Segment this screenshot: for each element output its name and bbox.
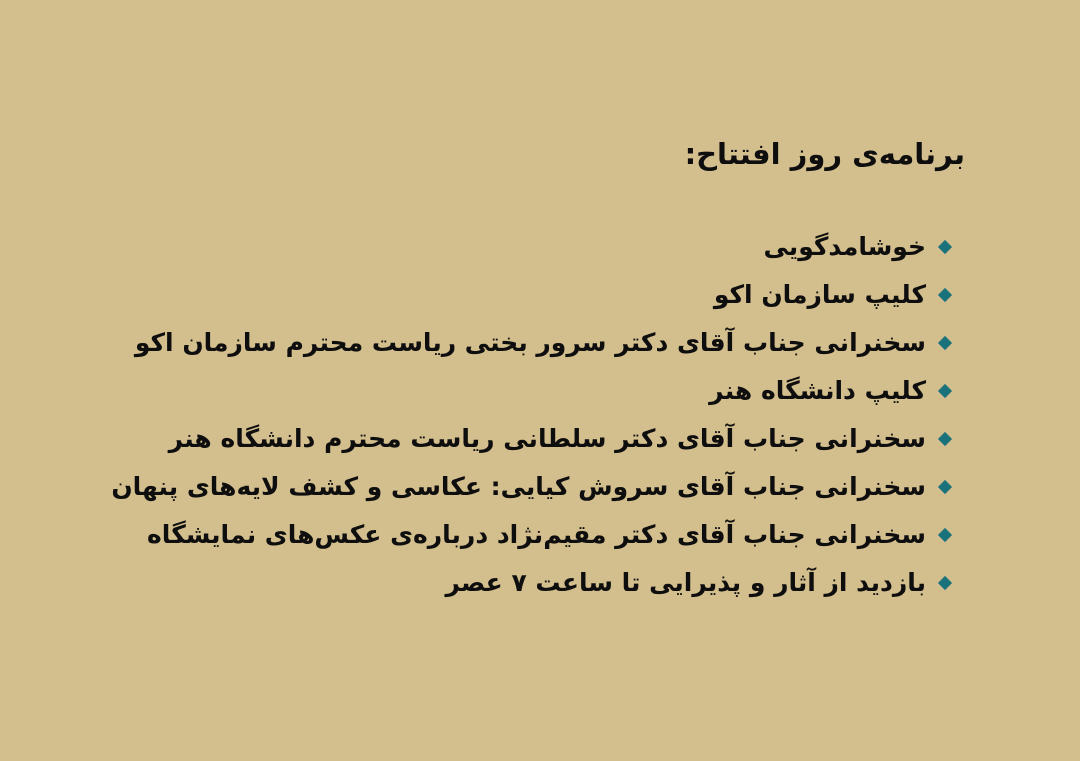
list-item [60,415,950,463]
slide-title: برنامه‌ی روز افتتاح: [684,137,965,171]
list-item [60,271,950,319]
list-item [60,223,950,271]
diamond-bullet-icon [938,480,952,494]
list-item-text: سخنرانی جناب آقای دکتر مقیم‌نژاد درباره‌ی عکس‌های نمایشگاه [147,520,926,549]
list-item-text: سخنرانی جناب آقای دکتر سرور بختی ریاست محترم سازمان اکو [134,328,926,357]
list-item-text: خوشامدگویی [763,232,926,261]
diamond-bullet-icon [938,528,952,542]
list-item-text: کلیپ دانشگاه هنر [709,376,926,405]
list-item [60,511,950,559]
list-item [60,319,950,367]
diamond-bullet-icon [938,336,952,350]
diamond-bullet-icon [938,432,952,446]
diamond-bullet-icon [938,576,952,590]
list-item-text: سخنرانی جناب آقای سروش کیایی: عکاسی و کشف لایه‌های پنهان [111,472,926,501]
diamond-bullet-icon [938,240,952,254]
list-item-text: کلیپ سازمان اکو [713,280,926,309]
diamond-bullet-icon [938,288,952,302]
list-item [60,559,950,607]
list-item [60,463,950,511]
list-item-text: بازدید از آثار و پذیرایی تا ساعت ۷ عصر [445,568,926,597]
list-item [60,367,950,415]
program-list [60,223,950,607]
list-item-text: سخنرانی جناب آقای دکتر سلطانی ریاست محترم دانشگاه هنر [168,424,926,453]
diamond-bullet-icon [938,384,952,398]
